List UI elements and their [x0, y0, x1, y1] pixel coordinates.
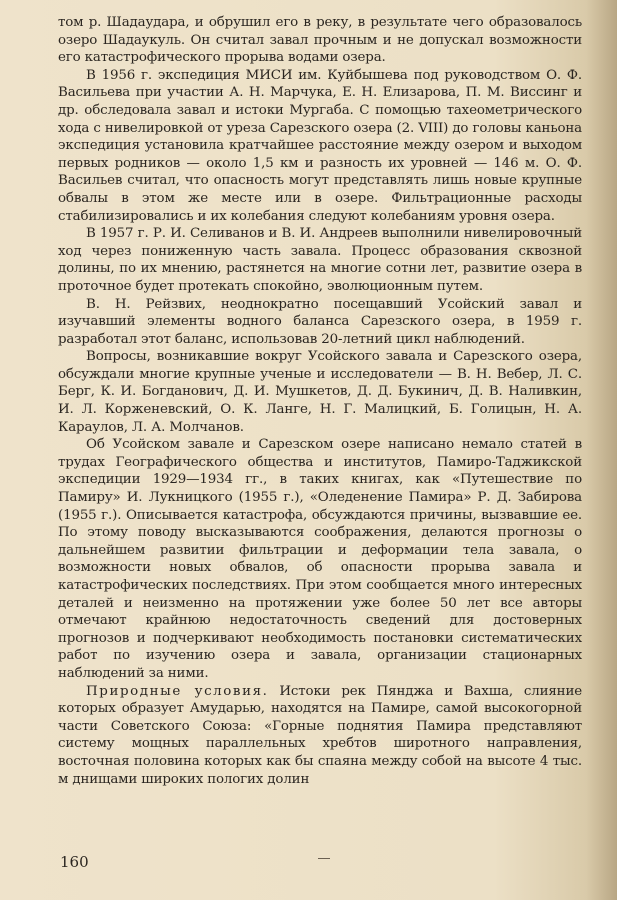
section-heading: Природные условия.: [86, 683, 269, 699]
paragraph-1-text: том р. Шадаудара, и обрушил его в реку, в результате чего образовалось озеро Шадаукуль. Он считал завал прочным и не допускал возможности его катастрофического прорыва водами озера.: [58, 15, 582, 66]
paragraph-3-text: В 1957 г. Р. И. Селиванов и В. И. Андреев выполнили нивелировочный ход через пониженную часть завала. Процесс образования сквозной долины, по их мнению, растянется на многие сотни лет, развитие озера в проточное будет протекать спокойно, эволюционным путем.: [58, 226, 582, 294]
paragraph-7: [58, 683, 582, 789]
paragraph-2-text: В 1956 г. экспедиция МИСИ им. Куйбышева под руководством О. Ф. Васильева при участии А. Н. Марчука, Е. Н. Елизарова, П. М. Виссинг и др. обследовала завал и истоки Мургаба. С помощью тахеометрического хода с нивелировкой от уреза Сарезского озера (2. VIII) до головы каньона экспедиция установила кратчайшее расстояние между озером и выходом первых родников — около 1,5 км и разность их уровней — 146 м. О. Ф. Васильев считал, что опасность могут представлять лишь новые крупные обвалы в этом же месте или в озере. Фильтрационные расходы стабилизировались и их колебания следуют колебаниям уровня озера.: [58, 67, 582, 224]
body-text: [58, 14, 582, 788]
paragraph-1: [58, 14, 582, 67]
paragraph-5: [58, 348, 582, 436]
paragraph-6-text: Об Усойском завале и Сарезском озере написано немало статей в трудах Географического общества и институтов, Памиро-Таджикской экспедиции 1929—1934 гг., в таких книгах, как «Путешествие по Памиру» И. Лукницкого (1955 г.), «Оледенение Памира» Р. Д. Забирова (1955 г.). Описывается катастрофа, обсуждаются причины, вызвавшие ее. По этому поводу высказываются соображения, делаются прогнозы о дальнейшем развитии фильтрации и деформации тела завала, о возможности новых обвалов, об опасности прорыва завала и катастрофических последствиях. При этом сообщается много интересных деталей и неизменно на протяжении уже более 50 лет все авторы отмечают крайнюю недостаточность сведений для достоверных прогнозов и подчеркивают необходимость постановки систематических работ по изучению озера и завала, организации стационарных наблюдений за ними.: [58, 437, 582, 681]
center-mark: [318, 858, 330, 859]
paragraph-7-text: Истоки рек Пянджа и Вахша, слияние которых образует Амударью, находятся на Памире, самой высокогорной части Советского Союза: «Горные поднятия Памира представляют систему мощных параллельных хребтов широтного направления, восточная половина которых как бы спаяна между собой на высоте 4 тыс. м днищами широких пологих долин: [58, 683, 582, 787]
paragraph-5-text: Вопросы, возникавшие вокруг Усойского завала и Сарезского озера, обсуждали многие крупные ученые и исследователи — В. Н. Вебер, Л. С. Берг, К. И. Богданович, Д. И. Мушкетов, Д. Д. Букинич, Д. В. Наливкин, И. Л. Корженевский, О. К. Ланге, Н. Г. Малицкий, Б. Голицын, Н. А. Караулов, Л. А. Молчанов.: [58, 349, 582, 435]
paragraph-3: [58, 225, 582, 295]
paragraph-4-text: В. Н. Рейзвих, неоднократно посещавший Усойский завал и изучавший элементы водного баланса Сарезского озера, в 1959 г. разработал этот баланс, использовав 20-летний цикл наблюдений.: [58, 296, 582, 347]
paragraph-2: [58, 67, 582, 225]
paragraph-4: [58, 296, 582, 349]
paragraph-6: [58, 436, 582, 682]
page-number: 160: [60, 853, 89, 871]
